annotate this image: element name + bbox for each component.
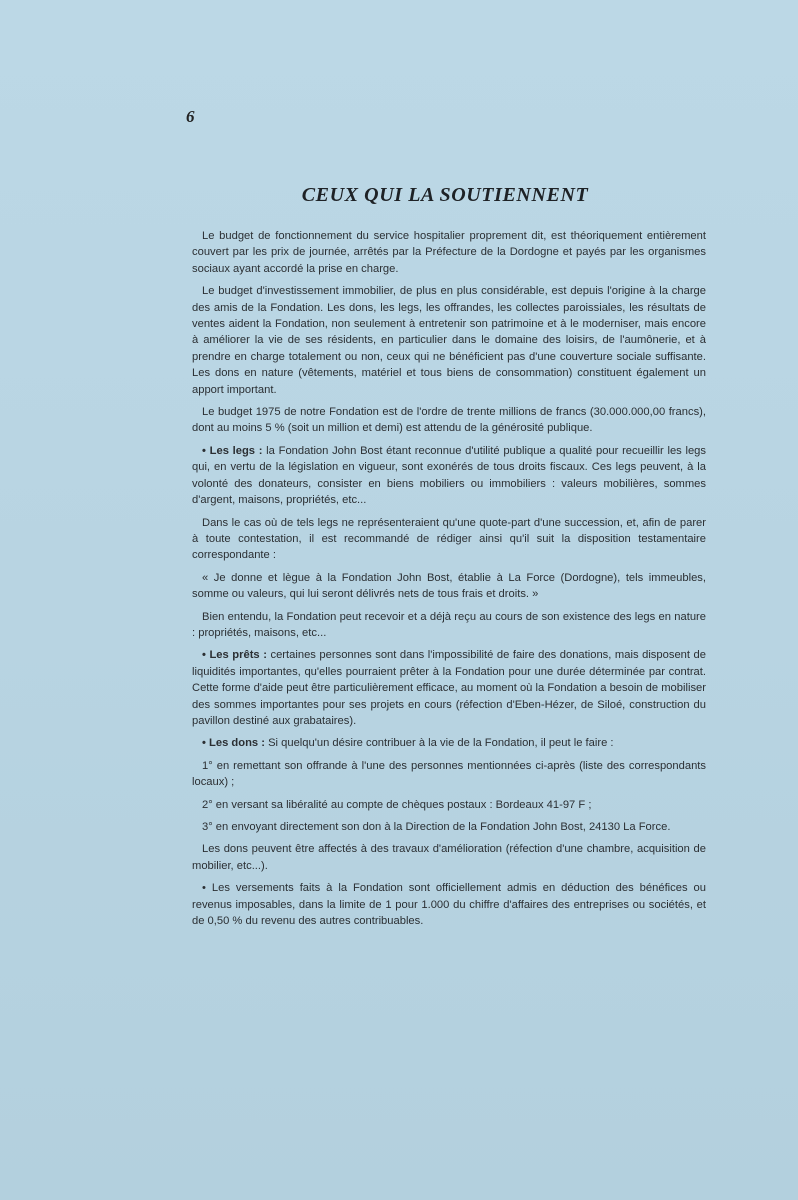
paragraph-lead: • Les legs :: [202, 444, 263, 457]
paragraph-text: Bien entendu, la Fondation peut recevoir et a déjà reçu au cours de son existence des legs en nature : propriétés, maisons, etc...: [192, 610, 706, 639]
paragraph-lead: • Les prêts :: [202, 649, 267, 662]
paragraph-text: Dans le cas où de tels legs ne représenteraient qu'une quote-part d'une succession, et, afin de parer à toute contestation, il est recommandé de rédiger ainsi qu'il suit la disposition testamentaire correspondante :: [192, 516, 706, 562]
paragraph: [192, 228, 706, 277]
paragraph: [192, 819, 706, 835]
paragraph: [192, 880, 706, 929]
paragraph-text: Les dons peuvent être affectés à des travaux d'amélioration (réfection d'une chambre, acquisition de mobilier, etc...).: [192, 843, 706, 872]
paragraph: [192, 735, 706, 751]
paragraph-lead: • Les dons :: [202, 737, 265, 750]
document-body: [192, 228, 706, 935]
paragraph-text: Le budget d'investissement immobilier, de plus en plus considérable, est depuis l'origine à la charge des amis de la Fondation. Les dons, les legs, les offrandes, les collectes paroissiales, les résultats de ventes aident la Fondation, non seulement à entretenir son patrimoine et à le moderniser, mais encore à améliorer la vie de ses résidents, en particulier dans le domaine des loisirs, de l'aumônerie, et à prendre en charge totalement ou non, ceux qui ne bénéficient pas d'une couverture sociale suffisante. Les dons en nature (vêtements, matériel et tous biens de consommation) constituent également un apport important.: [192, 285, 706, 396]
paragraph-text: certaines personnes sont dans l'impossibilité de faire des donations, mais disposent de liquidités importantes, qu'elles pourraient prêter à la Fondation pour une durée déterminée par contrat. Cette forme d'aide peut être particulièrement efficace, au moment où la Fondation a besoin de mobiliser des sommes importantes pour ses projets en cours (réfection d'Eben-Hézer, de Siloé, construction du pavillon destiné aux grabataires).: [192, 649, 706, 727]
paragraph: [192, 609, 706, 642]
paragraph-text: Si quelqu'un désire contribuer à la vie de la Fondation, il peut le faire :: [264, 737, 614, 750]
paragraph-text: Le budget 1975 de notre Fondation est de l'ordre de trente millions de francs (30.000.000,00 francs), dont au moins 5 % (soit un million et demi) est attendu de la générosité publique.: [192, 406, 706, 435]
paragraph: [192, 797, 706, 813]
paragraph-text: la Fondation John Bost étant reconnue d'utilité publique a qualité pour recueillir les legs qui, en vertu de la législation en vigueur, sont exonérés de tous droits fiscaux. Ces legs peuvent, à la volonté des donateurs, consister en biens mobiliers ou immobiliers : valeurs mobilières, sommes d'argent, maisons, propriétés, etc...: [192, 444, 706, 507]
paragraph: [192, 570, 706, 603]
paragraph: [192, 758, 706, 791]
page-number: 6: [186, 107, 195, 126]
paragraph-text: 1° en remettant son offrande à l'une des personnes mentionnées ci-après (liste des correspondants locaux) ;: [192, 759, 706, 789]
paragraph-text: « Je donne et lègue à la Fondation John Bost, établie à La Force (Dordogne), tels immeubles, somme ou valeurs, qui lui seront délivrés nets de tous frais et droits. »: [192, 571, 706, 601]
paragraph-text: 3° en envoyant directement son don à la Direction de la Fondation John Bost, 24130 La Force.: [202, 821, 671, 833]
paragraph: [192, 443, 706, 509]
paragraph: [192, 841, 706, 874]
paragraph-text: • Les versements faits à la Fondation sont officiellement admis en déduction des bénéfices ou revenus imposables, dans la limite de 1 pour 1.000 du chiffre d'affaires des entreprises ou sociétés, et de 0,50 % du revenu des autres contribuables.: [192, 882, 706, 928]
page-title: CEUX QUI LA SOUTIENNENT: [301, 184, 589, 206]
paragraph-text: Le budget de fonctionnement du service hospitalier proprement dit, est théoriquement entièrement couvert par les prix de journée, arrêtés par la Préfecture de la Dordogne et payés par les organismes sociaux ayant accordé la prise en charge.: [192, 230, 706, 275]
paragraph: [192, 404, 706, 437]
paragraph: [192, 647, 706, 729]
paragraph-text: 2° en versant sa libéralité au compte de chèques postaux : Bordeaux 41-97 F ;: [202, 798, 592, 811]
paragraph: [192, 283, 706, 398]
paragraph: [192, 515, 706, 564]
